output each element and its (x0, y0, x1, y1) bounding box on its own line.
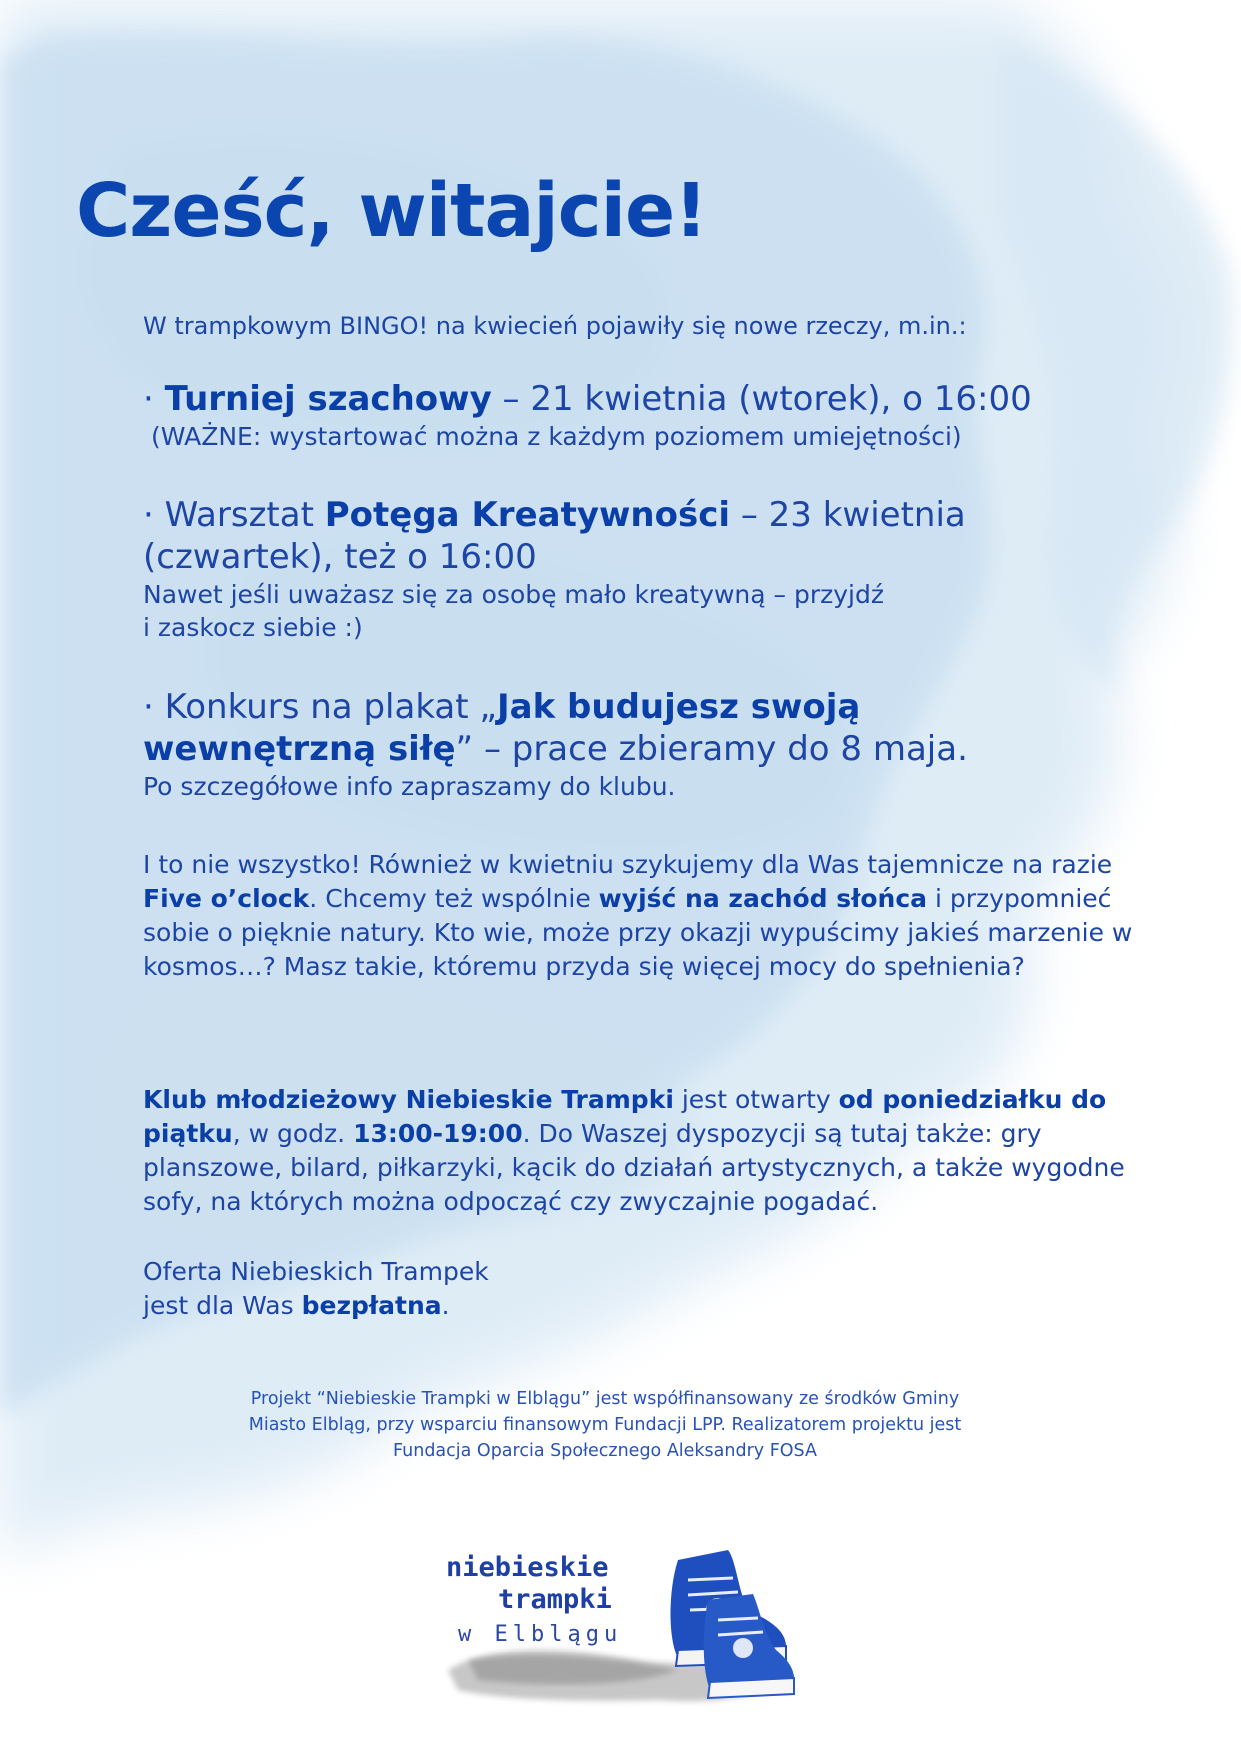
event-poster-contest (143, 686, 1073, 803)
event-prefix: · Konkurs na plakat „ (143, 687, 497, 727)
footer-line-2: Miasto Elbląg, przy wsparciu finansowym Fundacji LPP. Realizatorem projektu jest (248, 1415, 962, 1435)
bullet: · (143, 379, 165, 419)
paragraph-text: jest otwarty (673, 1085, 839, 1114)
intro-text: W trampkowym BINGO! na kwiecień pojawiły się nowe rzeczy, m.in.: (143, 312, 967, 340)
paragraph-text: , w godz. (232, 1119, 354, 1148)
event-name: Potęga Kreatywności (324, 495, 731, 535)
club-name: Klub młodzieżowy Niebieskie Trampki (143, 1085, 674, 1114)
highlight-five-oclock: Five o’clock (143, 884, 310, 913)
event-name: Jak budujesz swoją wewnętrzną siłę (143, 687, 861, 769)
logo-text-line-3: w Elblągu (458, 1622, 623, 1647)
paragraph-text: . Chcemy też wspólnie (309, 884, 599, 913)
event-chess-tournament (143, 378, 1073, 453)
footer-line-1: Projekt “Niebieskie Trampki w Elblągu” jest współfinansowany ze środków Gminy (250, 1389, 960, 1409)
event-heading (143, 494, 1073, 578)
paragraph-text: . Do Waszej dyspozycji są tutaj także: gry planszowe, bilard, piłkarzyki, kącik do działań artystycznych, a także wygodne sofy, na których można odpocząć czy zwyczajnie pogadać. (143, 1119, 1125, 1216)
opening-hours: 13:00-19:00 (353, 1119, 523, 1148)
opening-days: od poniedziałku do piątku (143, 1085, 1107, 1148)
offer-line-2 (143, 1289, 1143, 1323)
event-note-line-1: Nawet jeśli uważasz się za osobę mało kreatywną – przyjdź (143, 580, 884, 609)
free-offer-paragraph (143, 1255, 1143, 1323)
highlight-sunset: wyjść na zachód słońca (598, 884, 928, 913)
event-note-line-2: i zaskocz siebie :) (143, 613, 363, 642)
club-info-paragraph (143, 1083, 1143, 1219)
event-heading (143, 378, 1073, 420)
event-name: Turniej szachowy (164, 379, 492, 419)
niebieskie-trampki-logo (438, 1530, 798, 1710)
offer-line-1: Oferta Niebieskich Trampek (143, 1257, 489, 1286)
offer-free: bezpłatna (301, 1291, 442, 1320)
logo-text-line-1: niebieskie (446, 1552, 609, 1583)
event-date: – 23 kwietnia (czwartek), też o 16:00 (143, 495, 966, 577)
page-title: Cześć, witajcie! (76, 168, 707, 254)
offer-text: jest dla Was (143, 1291, 302, 1320)
logo-text-line-2: trampki (498, 1584, 612, 1615)
paragraph-text: i przypomnieć sobie o pięknie natury. Kto wie, może przy okazji wypuścimy jakieś marzenie w kosmos…? Masz takie, któremu przyda się więcej mocy do spełnienia? (143, 884, 1133, 981)
funding-footer (160, 1386, 1050, 1464)
event-date: – 21 kwietnia (wtorek), o 16:00 (491, 379, 1032, 419)
event-heading (143, 686, 1073, 770)
event-note: Po szczegółowe info zapraszamy do klubu. (143, 772, 676, 801)
more-activities-paragraph (143, 848, 1143, 984)
event-deadline: ” – prace zbieramy do 8 maja. (455, 729, 968, 769)
event-note: (WAŻNE: wystartować można z każdym poziomem umiejętności) (151, 422, 962, 451)
event-prefix: · Warsztat (143, 495, 325, 535)
paragraph-text: I to nie wszystko! Również w kwietniu szykujemy dla Was tajemnicze na razie (143, 850, 1113, 879)
offer-period: . (441, 1291, 450, 1320)
event-creativity-workshop (143, 494, 1073, 644)
footer-line-3: Fundacja Oparcia Społecznego Aleksandry FOSA (393, 1441, 817, 1461)
